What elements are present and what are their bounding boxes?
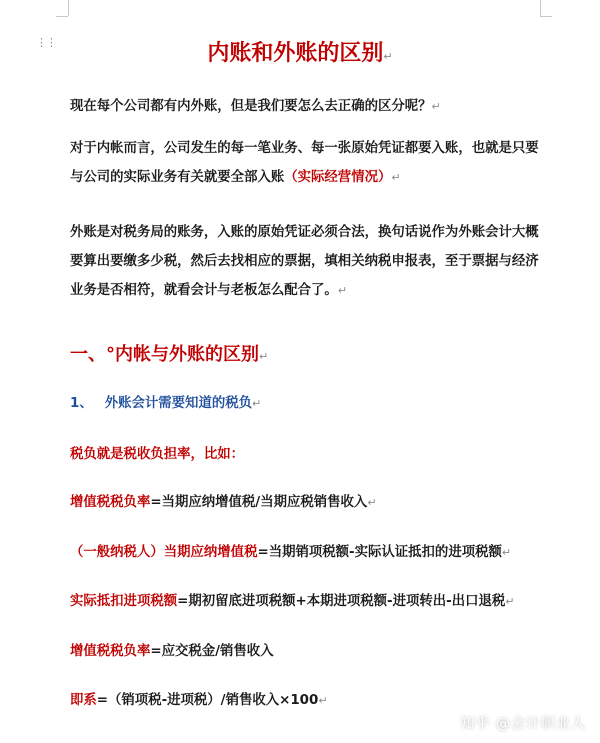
paragraph-mark: ↵ (391, 171, 401, 184)
inner-account-text: 对于内帐而言，公司发生的每一笔业务、每一张原始凭证都要入账，也就是只要与公司的实际业务有关就要全部入账 (70, 141, 539, 185)
formula-expression: =当期销项税额-实际认证抵扣的进项税额 (257, 545, 502, 560)
intro-text: 现在每个公司都有内外账，但是我们要怎么去正确的区分呢？ (70, 99, 432, 114)
watermark-text: 知乎 @会计职业人 (460, 716, 586, 732)
subsection-number: 1、 (70, 396, 93, 411)
formula-input-tax-deducted (70, 590, 550, 609)
formula-vat-burden (70, 491, 550, 510)
title-text: 内账和外账的区别 (207, 41, 384, 66)
formula-expression: =当期应纳增值税/当期应税销售收入 (150, 495, 368, 510)
formula-term: 增值税税负率 (70, 644, 151, 659)
actual-operations-note: （实际经营情况） (284, 170, 392, 185)
formula-term: 实际抵扣进项税额 (70, 594, 178, 609)
crop-mark-top-right-h (540, 16, 552, 17)
crop-mark-top-right (540, 0, 541, 16)
paragraph-mark: ↵ (318, 694, 328, 707)
external-account-paragraph (70, 218, 550, 305)
section-heading-text: 一、°内帐与外账的区别 (70, 344, 259, 365)
paragraph-mark: ↵ (259, 350, 269, 363)
section-heading (70, 340, 268, 366)
paragraph-mark: ↵ (383, 50, 393, 63)
crop-mark-top-left (68, 0, 69, 16)
paragraph-mark: ↵ (252, 397, 262, 410)
zhihu-watermark (461, 713, 586, 733)
paragraph-mark: ↵ (501, 546, 512, 559)
formula-ratio (70, 689, 550, 708)
formula-expression: =期初留底进项税额+本期进项税额-进项转出-出口退税 (177, 594, 506, 609)
paragraph-mark: ↵ (337, 284, 348, 297)
paragraph-mark: ↵ (505, 595, 515, 608)
inner-account-paragraph (70, 134, 550, 192)
crop-mark-top-left-h (56, 16, 68, 17)
formula-vat-burden-alt (70, 640, 550, 659)
drag-handle-icon[interactable]: ⋮⋮ (36, 36, 56, 49)
subsection-text: 外账会计需要知道的税负 (104, 396, 253, 411)
tax-burden-definition (70, 443, 550, 462)
formula-term: 即系 (70, 693, 97, 708)
intro-paragraph (70, 92, 550, 121)
external-account-text: 外账是对税务局的账务，入账的原始凭证必须合法，换句话说作为外账会计大概要算出要缴多少税，然后去找相应的票据，填相关纳税申报表，至于票据与经济业务是否相符，就看会计与老板怎么配合了。 (70, 225, 539, 298)
tax-burden-text: 税负就是税收负担率，比如： (70, 447, 245, 462)
paragraph-mark: ↵ (367, 496, 377, 509)
paragraph-mark: ↵ (431, 100, 441, 113)
formula-term: 增值税税负率 (70, 495, 151, 510)
formula-term: （一般纳税人）当期应纳增值税 (70, 545, 258, 560)
document-title (0, 36, 600, 67)
formula-vat-payable (70, 541, 550, 560)
formula-expression: =（销项税-进项税）/销售收入×100 (96, 693, 319, 708)
formula-expression: =应交税金/销售收入 (150, 644, 274, 659)
subsection-heading (70, 392, 261, 411)
